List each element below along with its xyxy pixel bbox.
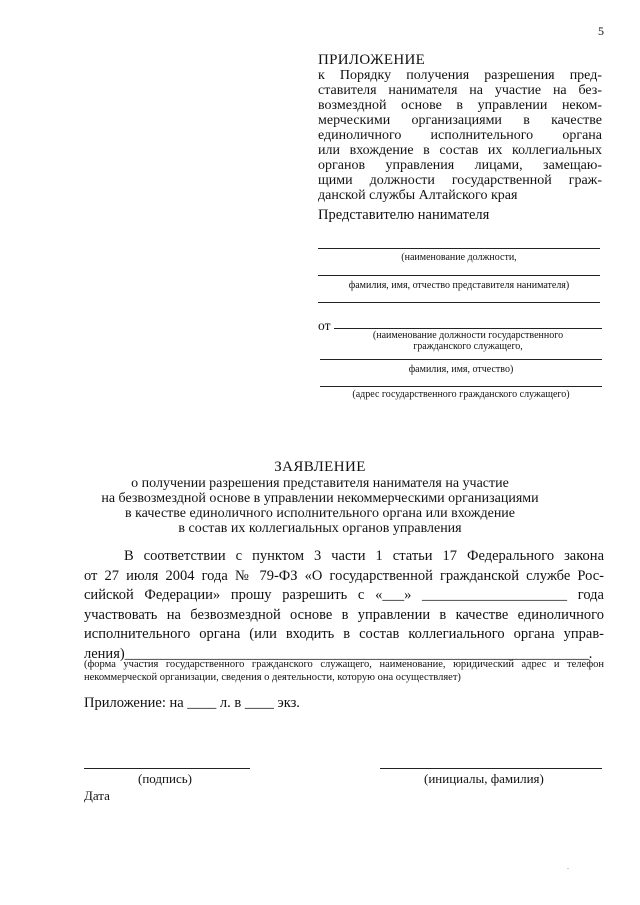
subtitle-line: на безвозмездной основе в управлении некоммерческими организациями: [101, 491, 539, 506]
name-line[interactable]: [380, 768, 602, 769]
from-fio-caption: фамилия, имя, отчество): [408, 364, 514, 375]
from-label: от: [318, 318, 331, 333]
addressee-extra-line[interactable]: [318, 302, 600, 303]
from-address-line[interactable]: [320, 386, 602, 387]
from-position-caption-2: гражданского служащего,: [413, 341, 523, 352]
body-line: В соответствии с пунктом 3 части 1 статьи 17 Федерального закона: [124, 548, 604, 564]
statement-subtitle: [80, 476, 560, 536]
subtitle-line: в состав их коллегиальных органов управления: [178, 521, 462, 536]
form-note: [84, 658, 604, 684]
note-line: некоммерческой организации, сведения о деятельности, которую она осуществляет): [84, 672, 461, 683]
addressee-position-caption: (наименование должности,: [401, 252, 517, 263]
from-position-caption-1: (наименование должности государственного: [372, 330, 564, 341]
subtitle-line: о получении разрешения представителя нанимателя на участие: [131, 476, 509, 491]
body-line: исполнительного органа (или входить в состав коллегиального органа управ-: [84, 626, 604, 642]
statement-title: ЗАЯВЛЕНИЕ: [274, 459, 366, 475]
appendix-line: возмездной основе в управлении неком-: [318, 98, 602, 113]
signature-line[interactable]: [84, 768, 250, 769]
addressee-fio-line[interactable]: [318, 275, 600, 276]
stray-mark: .: [567, 862, 569, 871]
from-fio-line[interactable]: [320, 359, 602, 360]
appendix-title: ПРИЛОЖЕНИЕ: [318, 52, 426, 68]
statement-body: [84, 547, 604, 664]
name-caption: (инициалы, фамилия): [424, 771, 544, 786]
subtitle-line: в качестве единоличного исполнительного органа или вхождение: [124, 506, 516, 521]
addressee-fio-caption: фамилия, имя, отчество представителя нанимателя): [348, 280, 570, 291]
note-line: (форма участия государственного гражданского служащего, наименование, юридический адрес и телефон: [84, 659, 604, 670]
body-line: сийской Федерации» прошу разрешить с «___» ____________________ года: [84, 587, 604, 603]
from-address-caption: (адрес государственного гражданского служащего): [352, 389, 570, 400]
appendix-line: единоличного исполнительного органа: [318, 128, 602, 143]
appendix-line: щими должности государственной граж-: [318, 173, 602, 188]
addressee-label: Представителю нанимателя: [318, 207, 490, 223]
body-line: ления)________________________________________________________________.: [84, 645, 593, 662]
signature-caption: (подпись): [138, 771, 192, 786]
appendix-line: данской службы Алтайского края: [318, 188, 518, 203]
body-line: участвовать на безвозмездной основе в управлении в качестве единоличного: [84, 606, 604, 623]
appendix-line: органов управления лицами, замещаю-: [318, 158, 602, 173]
from-position-line[interactable]: [334, 328, 602, 329]
attachment-line: Приложение: на ____ л. в ____ экз.: [84, 695, 300, 711]
date-label: Дата: [84, 788, 110, 803]
addressee-position-line[interactable]: [318, 248, 600, 249]
appendix-block: [318, 52, 602, 203]
page-number: 5: [598, 24, 604, 38]
body-line: от 27 июля 2004 года № 79-ФЗ «О государственной гражданской службе Рос-: [84, 567, 604, 584]
appendix-line: к Порядку получения разрешения пред-: [318, 68, 602, 83]
appendix-line: или вхождение в состав их коллегиальных: [318, 143, 602, 158]
appendix-line: мерческими организациями в качестве: [318, 113, 602, 128]
appendix-line: ставителя нанимателя на участие на без-: [318, 83, 602, 98]
